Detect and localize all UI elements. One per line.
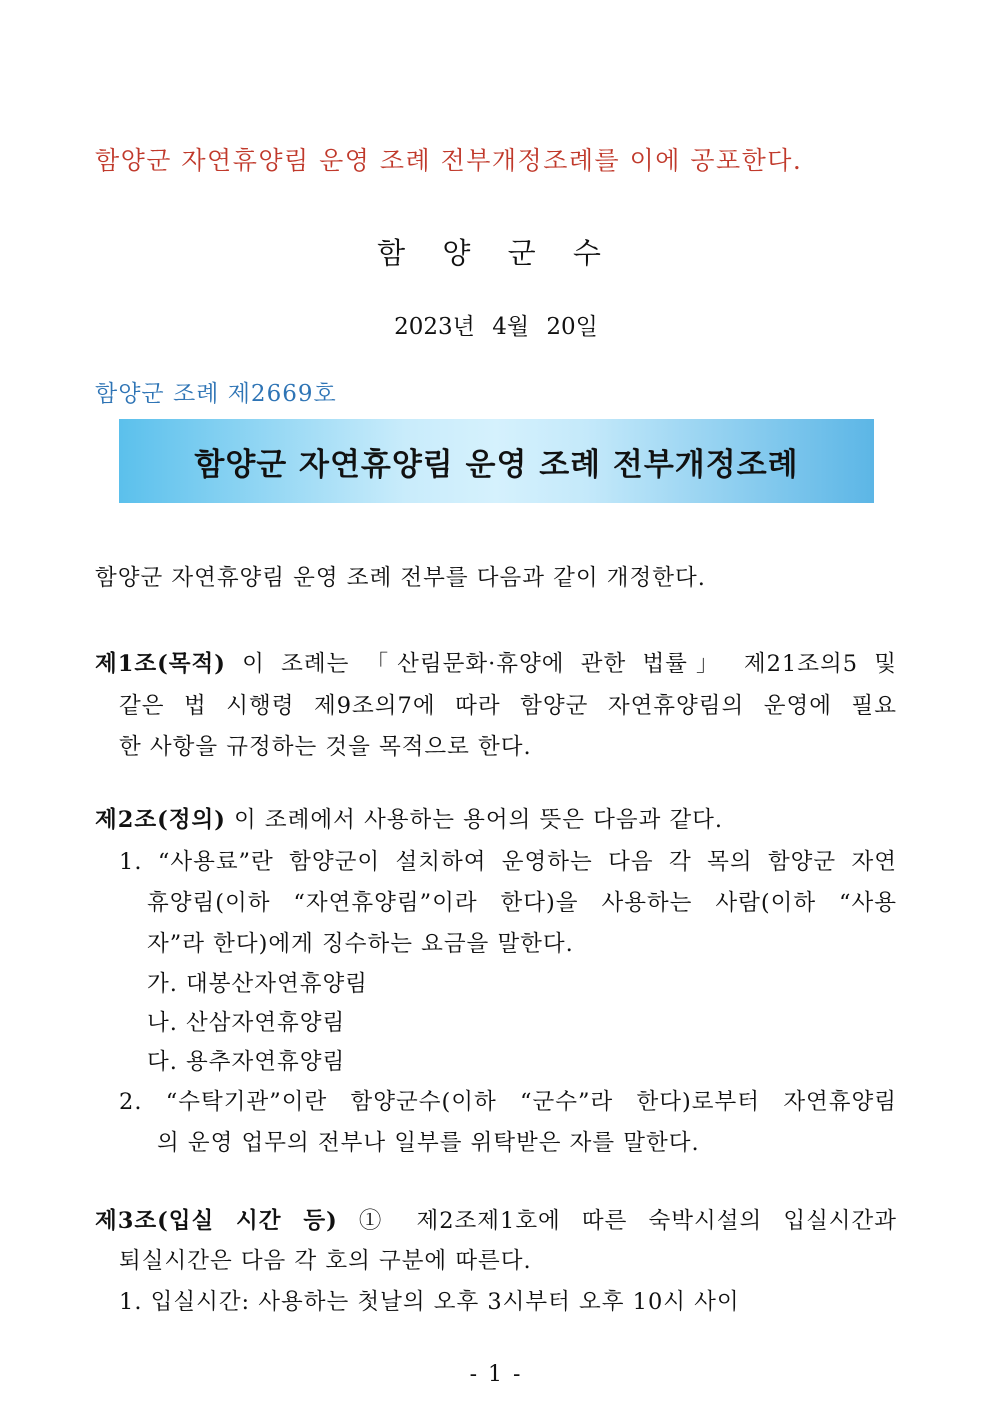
article2-item2-line1 <box>119 1084 897 1116</box>
mayor-signature: 함 양 군 수 <box>377 236 615 270</box>
article1-heading: 제1조(목적) <box>95 651 226 677</box>
article2-sub-na: 나. 산삼자연휴양림 <box>147 1010 346 1036</box>
article3-line1 <box>95 1203 897 1235</box>
article3-line2: 퇴실시간은 다음 각 호의 구분에 따른다. <box>119 1248 532 1274</box>
article1-line3: 한 사항을 규정하는 것을 목적으로 한다. <box>119 734 532 760</box>
ordinance-number: 함양군 조례 제2669호 <box>95 381 337 407</box>
article1-line2 <box>119 688 897 720</box>
article1-line1 <box>95 646 897 678</box>
article2-sub-ga: 가. 대봉산자연휴양림 <box>147 971 368 997</box>
article2-item2-line2: 의 운영 업무의 전부나 일부를 위탁받은 자를 말한다. <box>157 1130 700 1156</box>
article3-item1: 1. 입실시간: 사용하는 첫날의 오후 3시부터 오후 10시 사이 <box>119 1289 740 1315</box>
proclamation-text: 함양군 자연휴양림 운영 조례 전부개정조례를 이에 공포한다. <box>95 146 803 175</box>
page-number: - 1 - <box>469 1362 523 1387</box>
article1-line2-text: 같은 법 시행령 제9조의7에 따라 함양군 자연휴양림의 운영에 필요 <box>119 693 897 719</box>
article1-line1-text: 이 조례는 「산림문화·휴양에 관한 법률」 제21조의5 및 <box>225 651 897 677</box>
ordinance-title: 함양군 자연휴양림 운영 조례 전부개정조례 <box>194 446 799 483</box>
promulgation-date: 2023년 4월 20일 <box>394 314 598 340</box>
article3-line1-text: ① 제2조제1호에 따른 숙박시설의 입실시간과 <box>337 1208 898 1234</box>
article2-item1-line1 <box>119 844 897 876</box>
article2-line1-text: 이 조례에서 사용하는 용어의 뜻은 다음과 같다. <box>225 807 724 833</box>
article2-sub-da: 다. 용추자연휴양림 <box>147 1049 346 1075</box>
article2-item1-line1-text: 1. “사용료”란 함양군이 설치하여 운영하는 다음 각 목의 함양군 자연 <box>119 849 897 875</box>
article2-line1 <box>95 802 723 834</box>
article2-heading: 제2조(정의) <box>95 807 226 833</box>
article2-item1-line2 <box>147 885 897 917</box>
intro-text: 함양군 자연휴양림 운영 조례 전부를 다음과 같이 개정한다. <box>95 565 706 591</box>
article2-item1-line3: 자”라 한다)에게 징수하는 요금을 말한다. <box>147 931 574 957</box>
article2-item1-line2-text: 휴양림(이하 “자연휴양림”이라 한다)을 사용하는 사람(이하 “사용 <box>147 890 897 916</box>
title-banner <box>119 419 874 503</box>
article2-item2-line1-text: 2. “수탁기관”이란 함양군수(이하 “군수”라 한다)로부터 자연휴양림 <box>119 1089 897 1115</box>
article3-heading: 제3조(입실 시간 등) <box>95 1208 338 1234</box>
